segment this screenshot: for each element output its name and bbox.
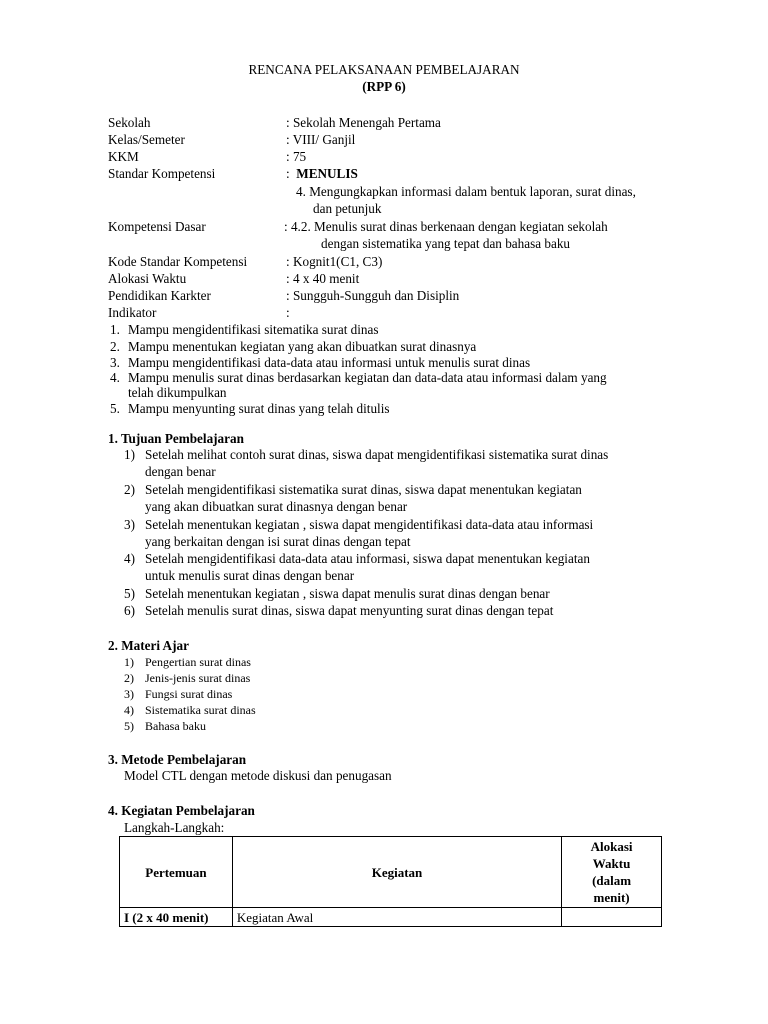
cell-pertemuan: I (2 x 40 menit)	[120, 908, 233, 927]
value-kkm: : 75	[286, 149, 307, 164]
list-item: 5) Bahasa baku	[124, 719, 206, 733]
value-sekolah: : Sekolah Menengah Pertama	[286, 115, 441, 130]
label-kompetensi-dasar: Kompetensi Dasar	[108, 219, 206, 234]
kd-line2: dengan sistematika yang tepat dan bahasa baku	[321, 236, 571, 251]
list-item: 5. Mampu menyunting surat dinas yang telah ditulis	[110, 401, 390, 416]
cell-alokasi	[562, 908, 662, 927]
section-heading-metode: 3. Metode Pembelajaran	[108, 752, 247, 767]
table-header-row	[120, 837, 662, 908]
header-kegiatan: Kegiatan	[232, 837, 561, 908]
list-item: 2. Mampu menentukan kegiatan yang akan dibuatkan surat dinasnya	[110, 339, 477, 354]
label-kkm: KKM	[108, 149, 139, 164]
list-item: 5) Setelah menentukan kegiatan , siswa dapat menulis surat dinas dengan benar	[124, 586, 550, 601]
table-row	[120, 908, 662, 927]
list-item-continuation: telah dikumpulkan	[128, 385, 227, 400]
list-item: 3) Fungsi surat dinas	[124, 687, 233, 701]
metode-text: Model CTL dengan metode diskusi dan penugasan	[124, 768, 392, 783]
value-pendidikan-karakter: : Sungguh-Sungguh dan Disiplin	[286, 288, 460, 303]
label-kode-sk: Kode Standar Kompetensi	[108, 254, 248, 269]
value-indikator: :	[286, 305, 290, 320]
section-heading-tujuan: 1. Tujuan Pembelajaran	[108, 431, 244, 446]
list-item: 1) Pengertian surat dinas	[124, 655, 251, 669]
list-item: 6) Setelah menulis surat dinas, siswa dapat menyunting surat dinas dengan tepat	[124, 603, 554, 618]
page-subtitle: (RPP 6)	[362, 79, 406, 94]
list-item: 1. Mampu mengidentifikasi sitematika surat dinas	[110, 322, 379, 337]
list-item: 2) Jenis-jenis surat dinas	[124, 671, 251, 685]
cell-kegiatan: Kegiatan Awal	[232, 908, 561, 927]
list-item-continuation: yang berkaitan dengan isi surat dinas dengan tepat	[145, 534, 411, 549]
list-item: 2) Setelah mengidentifikasi sistematika surat dinas, siswa dapat menentukan kegiatan	[124, 482, 582, 497]
label-kelas-semester: Kelas/Semeter	[108, 132, 185, 147]
list-item: 3. Mampu mengidentifikasi data-data atau informasi untuk menulis surat dinas	[110, 355, 531, 370]
value-kode-sk: : Kognit1(C1, C3)	[286, 254, 383, 269]
list-item: 4. Mampu menulis surat dinas berdasarkan kegiatan dan data-data atau informasi dalam yang	[110, 370, 607, 385]
sk-description-line1: 4. Mengungkapkan informasi dalam bentuk laporan, surat dinas,	[296, 184, 636, 199]
label-standar-kompetensi: Standar Kompetensi	[108, 166, 216, 181]
langkah-label: Langkah-Langkah:	[124, 820, 225, 835]
header-pertemuan: Pertemuan	[120, 837, 233, 908]
label-sekolah: Sekolah	[108, 115, 151, 130]
value-standar-kompetensi	[286, 165, 358, 182]
section-heading-materi: 2. Materi Ajar	[108, 638, 189, 653]
label-indikator: Indikator	[108, 305, 157, 320]
section-heading-kegiatan: 4. Kegiatan Pembelajaran	[108, 803, 255, 818]
label-pendidikan-karakter: Pendidikan Karkter	[108, 288, 211, 303]
value-kelas-semester: : VIII/ Ganjil	[286, 132, 356, 147]
kd-line1: : 4.2. Menulis surat dinas berkenaan dengan kegiatan sekolah	[284, 219, 608, 234]
header-alokasi-waktu: Alokasi Waktu (dalam menit)	[562, 837, 662, 908]
list-item-continuation: dengan benar	[145, 464, 216, 479]
list-item-continuation: yang akan dibuatkan surat dinasnya dengan benar	[145, 499, 408, 514]
sk-description-line2: dan petunjuk	[313, 201, 382, 216]
list-item: 4) Setelah mengidentifikasi data-data atau informasi, siswa dapat menentukan kegiatan	[124, 551, 590, 566]
label-alokasi-waktu: Alokasi Waktu	[108, 271, 187, 286]
value-sk-bold: MENULIS	[296, 166, 358, 181]
list-item: 4) Sistematika surat dinas	[124, 703, 256, 717]
list-item-continuation: untuk menulis surat dinas dengan benar	[145, 568, 355, 583]
list-item: 3) Setelah menentukan kegiatan , siswa dapat mengidentifikasi data-data atau informasi	[124, 517, 594, 532]
kegiatan-table	[119, 836, 662, 927]
page-title: RENCANA PELAKSANAAN PEMBELAJARAN	[248, 62, 520, 77]
value-sk-prefix: :	[286, 166, 297, 181]
list-item: 1) Setelah melihat contoh surat dinas, siswa dapat mengidentifikasi sistematika surat dinas	[124, 447, 609, 462]
value-alokasi-waktu: : 4 x 40 menit	[286, 271, 360, 286]
